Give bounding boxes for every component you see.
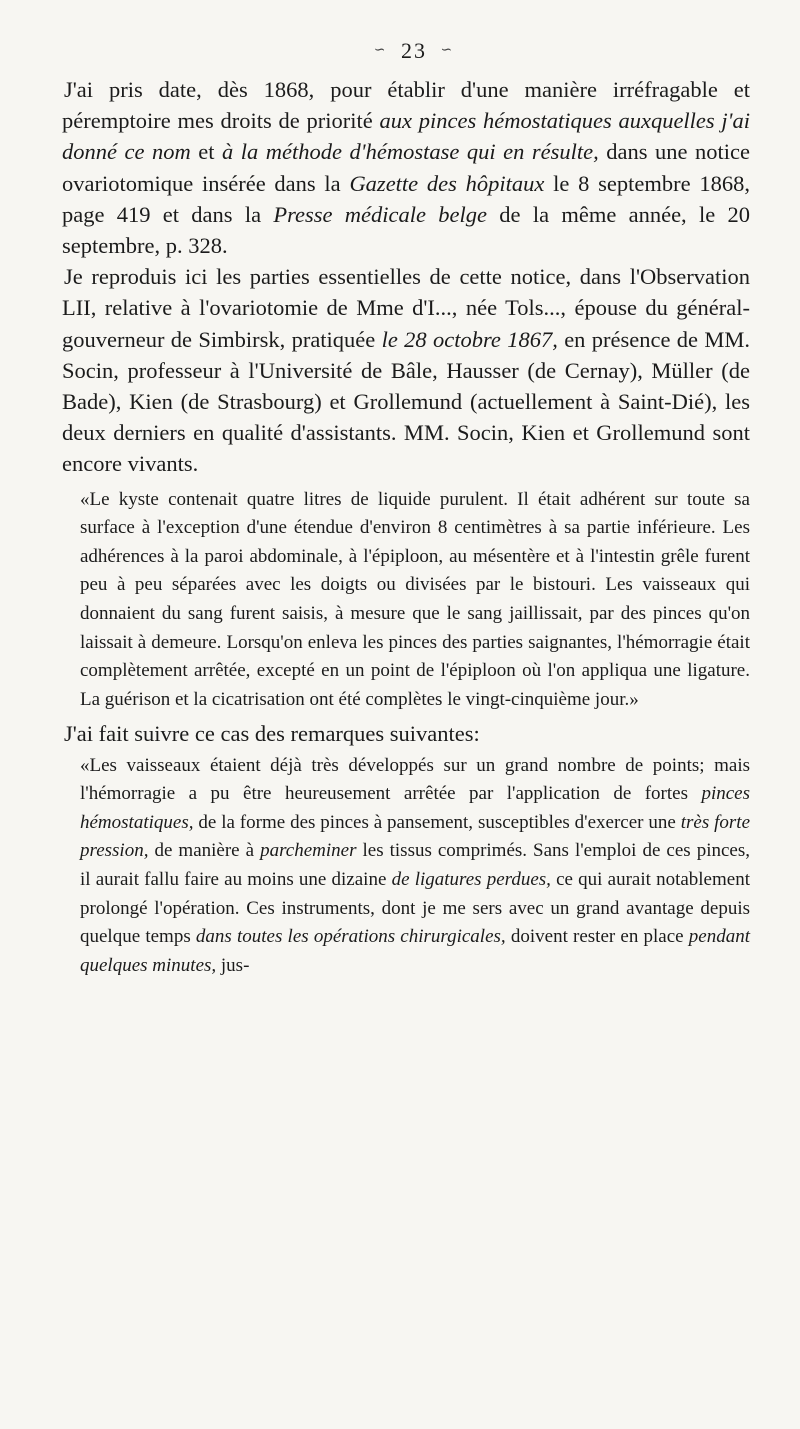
text-segment: doivent rester en place [505,926,689,948]
text-segment: jus- [216,954,250,976]
text-segment: J'ai fait suivre ce cas des remarques suivantes: [64,721,480,747]
text-segment: en présence de MM. Socin, professeur à l'Université de Bâle, Hausser (de Cernay), Müller (de Bade), Kien (de Strasbourg) et Grollemund (actuellement à Saint-Dié), les deux derniers en qualité d'assistants. MM. Socin, Kien et Grollemund sont encore vivants. [62,326,750,477]
italic-text-segment: très forte pression, [80,811,751,862]
italic-text-segment: aux pinces hémostatiques auxquelles j'ai donné ce nom [62,108,750,165]
text-segment: le 8 septembre 1868, page 419 et dans la [62,170,750,227]
paragraph-observation-lii [62,261,750,479]
italic-text-segment: pendant quelques minutes, [80,926,751,976]
paragraph-remarks-intro [62,718,750,749]
page-number-value: 23 [401,37,427,63]
text-segment: et [190,139,223,165]
text-segment: de la forme des pinces à pansement, susceptibles d'exercer une [193,811,681,833]
text-segment: ce qui aurait notablement prolongé l'opération. Ces instruments, dont je me sers avec un grand avantage depuis quelque temps [80,868,750,948]
text-segment: J'ai pris date, dès 1868, pour établir d'une manière irréfragable et péremptoire mes droits de priorité [62,77,750,134]
text-segment: les tissus comprimés. Sans l'emploi de ces pinces, il aurait fallu faire au moins une dizaine [80,840,750,890]
italic-text-segment: de ligatures perdues, [391,868,551,890]
quote-observation-excerpt [62,486,750,715]
italic-text-segment: pinces hémostatiques, [80,783,750,833]
text-segment: de manière à [148,840,261,862]
text-segment: «Le kyste contenait quatre litres de liquide purulent. Il était adhérent sur toute sa surface à l'exception d'une étendue d'environ 8 centimètres à sa partie inférieure. Les adhérences à la paroi abdominale, à l'épiploon, au mésentère et à l'intestin grêle furent peu à peu séparées avec les doigts ou divisées par le bistouri. Les vaisseaux qui donnaient du sang furent saisis, à mesure que le sang jaillissait, par des pinces qu'on laissait à demeure. Lorsqu'on enleva les pinces des parties saignantes, l'hémorragie était complètement arrêtée, excepté en un point de l'épiploon où l'on appliqua une ligature. La guérison et la cicatrisation ont été complètes le vingt-cinquième jour.» [80,488,750,710]
ornament-left-icon: ∽ [373,42,388,58]
italic-text-segment: parcheminer [260,840,357,862]
italic-text-segment: dans toutes les opérations chirurgicales, [195,926,506,948]
paragraph-priority-claim [62,74,750,261]
quote-remarks [62,752,750,981]
ornament-right-icon: ∽ [440,42,455,58]
page-number [62,34,750,64]
italic-text-segment: le 28 octobre 1867, [381,326,558,352]
text-segment: de la même année, le 20 septembre, p. 328. [62,201,750,259]
italic-text-segment: Presse médicale belge [273,201,488,227]
italic-text-segment: Gazette des hôpitaux [349,170,545,196]
text-segment: dans une notice ovariotomique insérée dans la [62,139,750,196]
italic-text-segment: à la méthode d'hémostase qui en résulte, [222,139,599,165]
text-segment: Je reproduis ici les parties essentielles de cette notice, dans l'Observation LII, relative à l'ovariotomie de Mme d'I..., née Tols..., épouse du général-gouverneur de Simbirsk, pratiquée [62,264,750,352]
text-segment: «Les vaisseaux étaient déjà très développés sur un grand nombre de points; mais l'hémorragie a pu être heureusement arrêtée par l'application de fortes [80,754,750,805]
